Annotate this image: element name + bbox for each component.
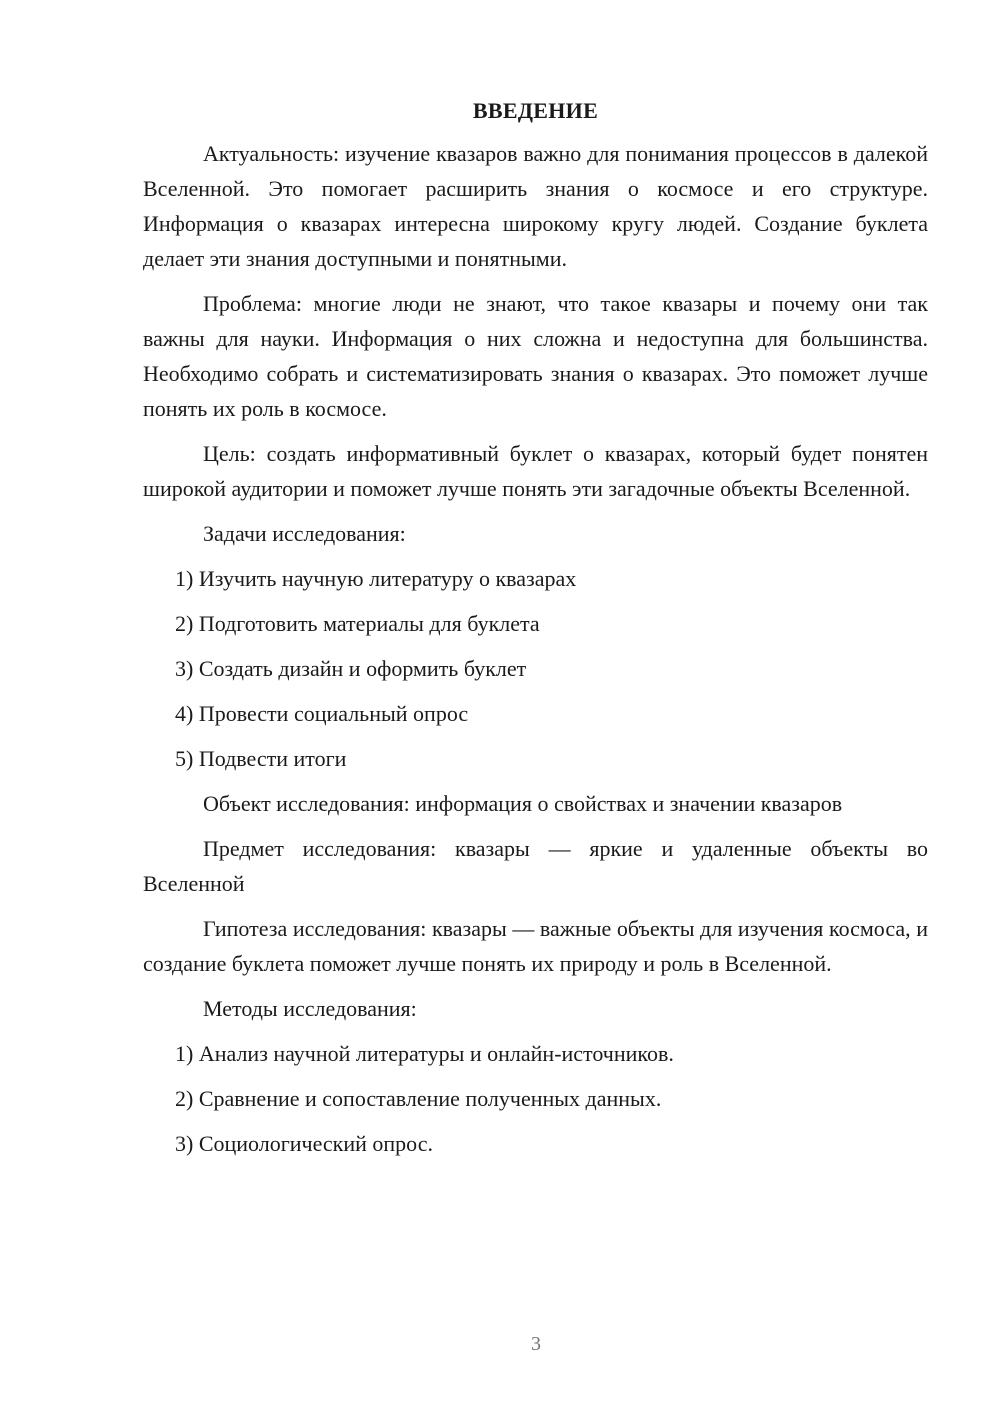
goal-paragraph: Цель: создать информативный буклет о квазарах, который будет понятен широкой аудитории и поможет лучше понять эти загадочные объекты Вселенной. xyxy=(143,441,928,501)
method-item: 3) Социологический опрос. xyxy=(175,1131,433,1156)
tasks-title: Задачи исследования: xyxy=(203,521,406,546)
method-item: 2) Сравнение и сопоставление полученных данных. xyxy=(175,1086,662,1111)
problem-paragraph: Проблема: многие люди не знают, что такое квазары и почему они так важны для науки. Информация о них сложна и недоступна для большинства. Необходимо собрать и систематизировать знания о квазарах. Это поможет лучше понять их роль в космосе. xyxy=(143,291,928,421)
page-number: 3 xyxy=(531,1333,541,1355)
relevance-paragraph: Актуальность: изучение квазаров важно для понимания процессов в далекой Вселенной. Это помогает расширить знания о космосе и его структуре. Информация о квазарах интересна широкому кругу людей. Создание буклета делает эти знания доступными и понятными. xyxy=(143,141,928,271)
object-line: Объект исследования: информация о свойствах и значении квазаров xyxy=(203,791,843,816)
document-page xyxy=(143,96,928,1171)
task-item: 5) Подвести итоги xyxy=(175,746,347,771)
task-item: 3) Создать дизайн и оформить буклет xyxy=(175,656,527,681)
method-item: 1) Анализ научной литературы и онлайн-источников. xyxy=(175,1041,674,1066)
methods-title: Методы исследования: xyxy=(203,996,417,1021)
hypothesis-paragraph: Гипотеза исследования: квазары — важные объекты для изучения космоса, и создание буклета поможет лучше понять их природу и роль в Вселенной. xyxy=(143,916,928,976)
section-heading: ВВЕДЕНИЕ xyxy=(472,98,599,123)
task-item: 4) Провести социальный опрос xyxy=(175,701,469,726)
task-item: 1) Изучить научную литературу о квазарах xyxy=(175,566,577,591)
subject-paragraph: Предмет исследования: квазары — яркие и удаленные объекты во Вселенной xyxy=(143,836,928,896)
task-item: 2) Подготовить материалы для буклета xyxy=(175,611,540,636)
